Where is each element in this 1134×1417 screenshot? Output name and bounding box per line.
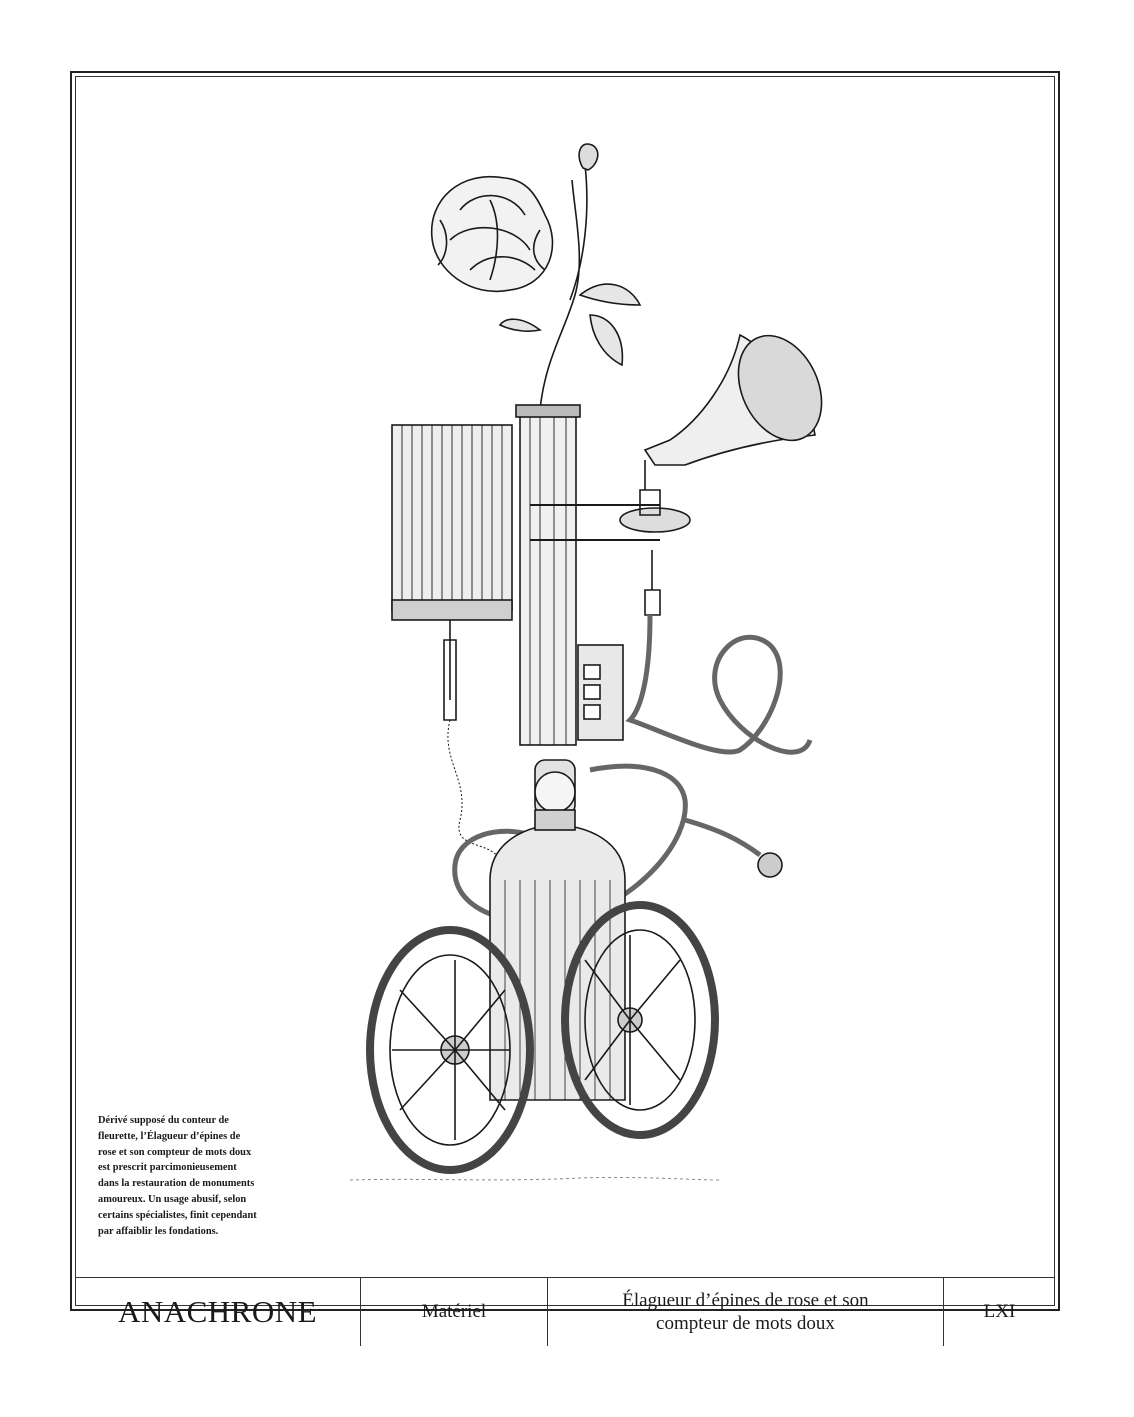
pulley — [620, 508, 690, 532]
word-counter — [578, 645, 623, 740]
left-wheel — [370, 930, 530, 1170]
plate-number: LXI — [983, 1301, 1016, 1322]
item-title: Élagueur d’épines de rose et son compteur de mots doux — [548, 1278, 944, 1346]
footer-table — [75, 1277, 1055, 1346]
category-label: Matériel — [361, 1278, 548, 1346]
description-caption: Dérivé supposé du conteur de fleurette, l’Élagueur d’épines de rose et son compteur de mots doux est prescrit parcimonieusement dans la restauration de monuments amoureux. Un usage abusif, selon certains spécialistes, finit cependant par affaiblir les fondations. — [98, 1115, 257, 1237]
left-cylinder — [392, 425, 512, 860]
rose-stem — [540, 165, 587, 410]
brand-name: ANACHRONE — [75, 1278, 361, 1346]
rose-flower — [432, 177, 553, 292]
central-column — [516, 405, 580, 815]
rose-leaf — [500, 284, 640, 365]
machine-illustration — [340, 120, 900, 1220]
nozzle — [758, 853, 782, 877]
gramophone-horn — [640, 322, 838, 615]
rose-bud — [579, 144, 598, 170]
ground — [350, 1177, 720, 1180]
hose — [630, 615, 810, 752]
